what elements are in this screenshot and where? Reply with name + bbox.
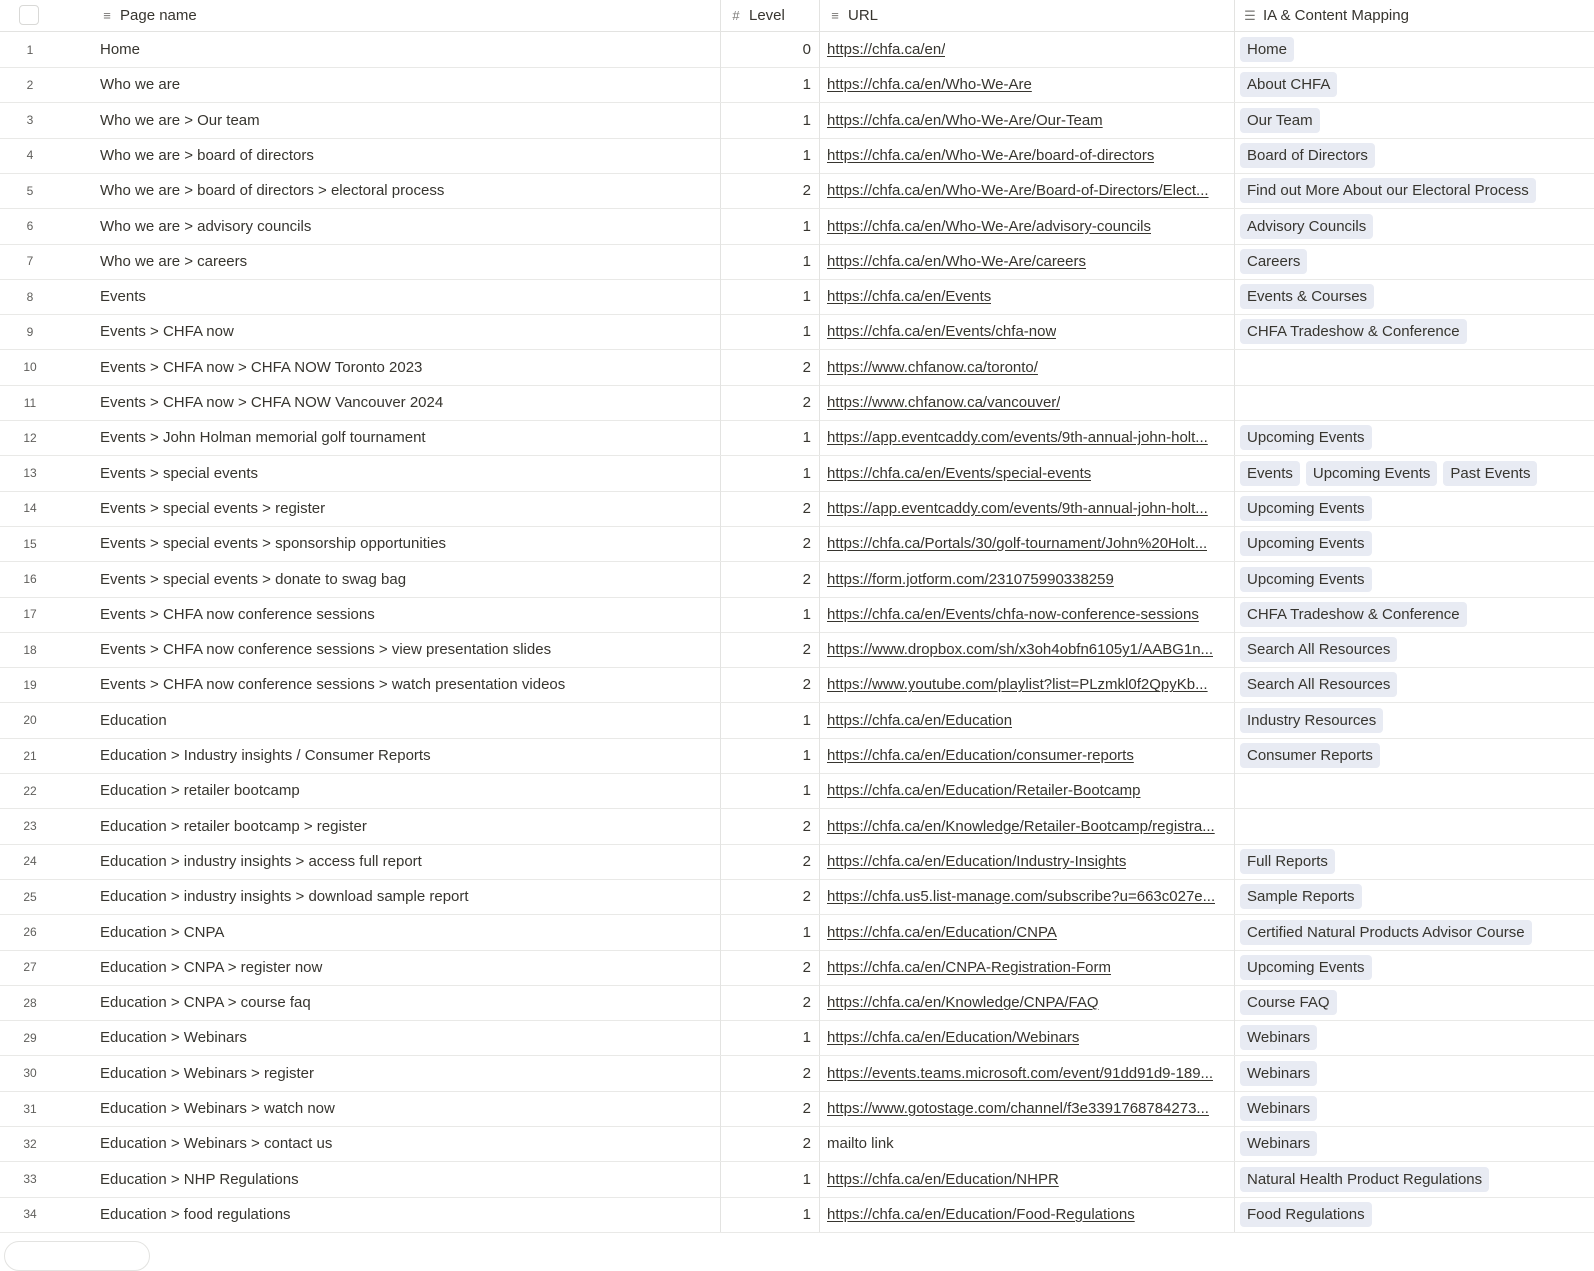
url-link[interactable]: https://chfa.ca/en/Education/Webinars: [827, 1029, 1080, 1047]
column-header-label: Page name: [120, 7, 197, 24]
url-cell[interactable]: [819, 809, 1234, 844]
ia-tag: Webinars: [1240, 1096, 1317, 1121]
url-link[interactable]: https://chfa.ca/en/Education: [827, 711, 1013, 729]
page-name-cell[interactable]: Education > NHP Regulations: [100, 1170, 299, 1188]
page-name-cell[interactable]: Education > retailer bootcamp > register: [100, 817, 367, 835]
url-cell[interactable]: [819, 456, 1234, 491]
page-name-cell[interactable]: Who we are > careers: [100, 252, 248, 270]
page-name-cell[interactable]: Home: [100, 41, 141, 58]
url-link[interactable]: https://chfa.ca/en/CNPA-Registration-Form: [827, 958, 1111, 976]
ia-mapping-cell[interactable]: [1234, 667, 1594, 702]
url-link[interactable]: https://chfa.ca/Portals/30/golf-tournament/John%20Holt...: [827, 535, 1208, 553]
table-row[interactable]: [0, 1091, 1594, 1127]
level-cell[interactable]: 2: [720, 667, 819, 702]
ia-tag: Webinars: [1240, 1025, 1317, 1050]
page-name-cell[interactable]: Events > CHFA now: [100, 323, 234, 341]
ia-mapping-cell[interactable]: [1234, 985, 1594, 1020]
ia-tag: Consumer Reports: [1240, 743, 1380, 768]
url-cell[interactable]: [819, 420, 1234, 455]
table-row[interactable]: [0, 67, 1594, 103]
url-cell[interactable]: [819, 279, 1234, 314]
table-row[interactable]: [0, 491, 1594, 527]
page-name-cell[interactable]: Events > special events > register: [100, 499, 326, 517]
add-row-button[interactable]: [4, 1241, 150, 1271]
ia-mapping-cell[interactable]: [1234, 279, 1594, 314]
ia-mapping-cell[interactable]: [1234, 526, 1594, 561]
level-cell[interactable]: 1: [720, 456, 819, 491]
url-cell[interactable]: [819, 314, 1234, 349]
ia-tag: Our Team: [1240, 108, 1320, 133]
table-row[interactable]: [0, 1197, 1594, 1233]
ia-mapping-cell[interactable]: [1234, 385, 1594, 420]
ia-tag: Upcoming Events: [1240, 955, 1372, 980]
url-link[interactable]: https://chfa.ca/en/Education/CNPA: [827, 923, 1057, 941]
url-cell[interactable]: [819, 1020, 1234, 1055]
row-number: 2: [26, 77, 34, 92]
ia-mapping-cell[interactable]: [1234, 32, 1594, 67]
table-row[interactable]: [0, 773, 1594, 809]
ia-mapping-cell[interactable]: [1234, 491, 1594, 526]
url-link[interactable]: https://chfa.ca/en/Events: [827, 288, 992, 306]
table-row[interactable]: [0, 1162, 1594, 1198]
url-cell[interactable]: [819, 597, 1234, 632]
ia-tag: Upcoming Events: [1306, 461, 1438, 486]
url-text: mailto link: [827, 1135, 894, 1153]
ia-tag: Industry Resources: [1240, 708, 1383, 733]
url-link[interactable]: https://www.chfanow.ca/vancouver/: [827, 394, 1061, 411]
table-row[interactable]: [0, 209, 1594, 245]
table-row[interactable]: [0, 456, 1594, 492]
row-number: 19: [23, 677, 37, 692]
ia-mapping-cell[interactable]: [1234, 1126, 1594, 1161]
url-link[interactable]: https://chfa.ca/en/Events/chfa-now-conference-sessions: [827, 605, 1199, 623]
page-name-cell[interactable]: Events > John Holman memorial golf tournament: [100, 429, 426, 447]
url-link[interactable]: https://chfa.ca/en/Who-We-Are/board-of-directors: [827, 146, 1155, 164]
row-number: 10: [23, 360, 37, 375]
row-number: 6: [26, 219, 34, 233]
row-number: 13: [23, 466, 37, 481]
row-number: 25: [23, 889, 37, 904]
ia-tag: Sample Reports: [1240, 884, 1362, 909]
table-row[interactable]: [0, 738, 1594, 774]
row-number: 20: [23, 713, 37, 728]
url-cell[interactable]: [819, 667, 1234, 702]
row-number: 30: [23, 1066, 37, 1081]
url-link[interactable]: https://chfa.ca/en/Education/NHPR: [827, 1170, 1059, 1188]
table-row[interactable]: [0, 632, 1594, 668]
row-number: 3: [26, 113, 34, 128]
row-number: 4: [26, 148, 34, 163]
table-row[interactable]: [0, 526, 1594, 562]
text-icon: ≡: [831, 8, 839, 23]
text-icon: ≡: [103, 8, 111, 23]
ia-mapping-cell[interactable]: [1234, 1091, 1594, 1126]
page-name-cell[interactable]: Education > Webinars > register: [100, 1064, 315, 1082]
column-header-label: URL: [848, 7, 879, 24]
ia-mapping-cell[interactable]: [1234, 809, 1594, 844]
ia-tag: CHFA Tradeshow & Conference: [1240, 602, 1467, 627]
ia-tag: Upcoming Events: [1240, 567, 1372, 592]
column-header-page-name[interactable]: [90, 0, 720, 31]
page-name-cell[interactable]: Events > special events > sponsorship opportunities: [100, 535, 447, 553]
ia-tag: About CHFA: [1240, 72, 1337, 97]
page-name-cell[interactable]: Education > food regulations: [100, 1205, 291, 1223]
page-name-cell[interactable]: Education > CNPA > course faq: [100, 994, 311, 1012]
page-name-cell[interactable]: Events > CHFA now > CHFA NOW Vancouver 2024: [100, 394, 444, 411]
url-cell[interactable]: [819, 350, 1234, 385]
header-select-cell: [0, 0, 90, 31]
level-cell[interactable]: 1: [720, 209, 819, 244]
url-link[interactable]: https://chfa.ca/en/Who-We-Are/Board-of-Directors/Elect...: [827, 182, 1209, 200]
level-cell[interactable]: 1: [720, 915, 819, 950]
ia-mapping-cell[interactable]: [1234, 950, 1594, 985]
level-cell[interactable]: 2: [720, 562, 819, 597]
ia-mapping-cell[interactable]: [1234, 173, 1594, 208]
ia-mapping-cell[interactable]: [1234, 773, 1594, 808]
ia-tag: Careers: [1240, 249, 1307, 274]
table-row[interactable]: [0, 562, 1594, 598]
ia-tag: Events & Courses: [1240, 284, 1374, 309]
table-row[interactable]: [0, 597, 1594, 633]
level-cell[interactable]: 2: [720, 385, 819, 420]
table-row[interactable]: [0, 879, 1594, 915]
row-number: 23: [23, 819, 37, 834]
url-cell[interactable]: [819, 138, 1234, 173]
url-link[interactable]: https://chfa.ca/en/Who-We-Are/advisory-councils: [827, 217, 1152, 235]
ia-tag: Natural Health Product Regulations: [1240, 1167, 1489, 1192]
ia-mapping-cell[interactable]: [1234, 632, 1594, 667]
url-cell[interactable]: [819, 1091, 1234, 1126]
row-number: 21: [23, 748, 37, 763]
level-cell[interactable]: 1: [720, 1162, 819, 1197]
url-cell[interactable]: [819, 1162, 1234, 1197]
level-cell[interactable]: 2: [720, 632, 819, 667]
url-cell[interactable]: [819, 738, 1234, 773]
table-row[interactable]: [0, 1056, 1594, 1092]
table-row[interactable]: [0, 103, 1594, 139]
url-cell[interactable]: [819, 562, 1234, 597]
url-cell[interactable]: [819, 385, 1234, 420]
url-cell[interactable]: [819, 985, 1234, 1020]
page-name-cell[interactable]: Education > industry insights > access full report: [100, 852, 422, 870]
row-number: 32: [23, 1136, 37, 1151]
row-number: 9: [26, 324, 34, 339]
level-cell[interactable]: 1: [720, 597, 819, 632]
ia-mapping-cell[interactable]: [1234, 562, 1594, 597]
ia-mapping-cell[interactable]: [1234, 103, 1594, 138]
level-cell[interactable]: 2: [720, 809, 819, 844]
row-number: 27: [23, 960, 37, 975]
url-link[interactable]: https://chfa.ca/en/Education/Retailer-Bootcamp: [827, 782, 1141, 800]
level-cell[interactable]: 0: [720, 32, 819, 67]
url-link[interactable]: https://chfa.ca/en/Education/Industry-Insights: [827, 852, 1127, 870]
level-cell[interactable]: 2: [720, 879, 819, 914]
page-name-cell[interactable]: Events > CHFA now conference sessions > watch presentation videos: [100, 676, 566, 694]
level-cell[interactable]: 2: [720, 1091, 819, 1126]
ia-mapping-cell[interactable]: [1234, 1020, 1594, 1055]
table-row[interactable]: [0, 314, 1594, 350]
url-cell[interactable]: [819, 1056, 1234, 1091]
page-name-cell[interactable]: Education > retailer bootcamp: [100, 782, 300, 800]
ia-tag: Course FAQ: [1240, 990, 1337, 1015]
page-name-cell[interactable]: Events: [100, 288, 146, 306]
url-link[interactable]: https://chfa.us5.list-manage.com/subscribe?u=663c027e...: [827, 888, 1216, 906]
row-number: 33: [23, 1172, 37, 1187]
page-name-cell[interactable]: Education > Industry insights / Consumer Reports: [100, 747, 431, 764]
row-number: 18: [23, 642, 37, 657]
ia-mapping-cell[interactable]: [1234, 244, 1594, 279]
table-row[interactable]: [0, 950, 1594, 986]
url-cell[interactable]: [819, 915, 1234, 950]
ia-mapping-cell[interactable]: [1234, 456, 1594, 491]
table-row[interactable]: [0, 173, 1594, 209]
page-name-cell[interactable]: Events > CHFA now > CHFA NOW Toronto 2023: [100, 358, 423, 376]
url-link[interactable]: https://app.eventcaddy.com/events/9th-annual-john-holt...: [827, 429, 1208, 447]
url-cell[interactable]: [819, 209, 1234, 244]
table-row[interactable]: [0, 350, 1594, 386]
url-link[interactable]: https://events.teams.microsoft.com/event/91dd91d9-189...: [827, 1064, 1214, 1082]
ia-tag: Webinars: [1240, 1061, 1317, 1086]
ia-mapping-cell[interactable]: [1234, 703, 1594, 738]
row-number: 34: [23, 1207, 37, 1222]
level-cell[interactable]: 1: [720, 703, 819, 738]
url-link[interactable]: https://www.chfanow.ca/toronto/: [827, 358, 1038, 376]
ia-mapping-cell[interactable]: [1234, 879, 1594, 914]
url-cell[interactable]: [819, 632, 1234, 667]
row-number: 28: [23, 995, 37, 1010]
table-row[interactable]: [0, 138, 1594, 174]
ia-mapping-cell[interactable]: [1234, 738, 1594, 773]
level-cell[interactable]: 1: [720, 420, 819, 455]
ia-tag: Search All Resources: [1240, 637, 1397, 662]
ia-mapping-cell[interactable]: [1234, 314, 1594, 349]
table-row[interactable]: [0, 809, 1594, 845]
page-name-cell[interactable]: Education > CNPA > register now: [100, 958, 323, 976]
table-row[interactable]: [0, 32, 1594, 68]
url-cell[interactable]: [819, 950, 1234, 985]
page-name-cell[interactable]: Who we are > board of directors > electoral process: [100, 182, 445, 200]
ia-tag: Events: [1240, 461, 1300, 486]
level-cell[interactable]: 1: [720, 279, 819, 314]
url-cell[interactable]: [819, 879, 1234, 914]
level-cell[interactable]: 2: [720, 173, 819, 208]
ia-tag: Upcoming Events: [1240, 425, 1372, 450]
url-link[interactable]: https://chfa.ca/en/: [827, 41, 946, 58]
level-cell[interactable]: 2: [720, 1126, 819, 1161]
table-row[interactable]: [0, 985, 1594, 1021]
url-link[interactable]: https://chfa.ca/en/Education/Food-Regulations: [827, 1205, 1135, 1223]
page-name-cell[interactable]: Who we are > Our team: [100, 111, 260, 129]
page-name-cell[interactable]: Education > Webinars > watch now: [100, 1100, 335, 1117]
table-row[interactable]: [0, 244, 1594, 280]
url-cell[interactable]: [819, 703, 1234, 738]
ia-mapping-cell[interactable]: [1234, 597, 1594, 632]
page-name-cell[interactable]: Education > Webinars: [100, 1029, 247, 1047]
page-name-cell[interactable]: Who we are > board of directors: [100, 146, 314, 164]
table-row[interactable]: [0, 1126, 1594, 1162]
url-link[interactable]: https://chfa.ca/en/Events/chfa-now: [827, 323, 1057, 341]
url-link[interactable]: https://chfa.ca/en/Who-We-Are/careers: [827, 252, 1086, 270]
row-number: 26: [23, 925, 37, 939]
table-row[interactable]: [0, 1020, 1594, 1056]
page-name-cell[interactable]: Events > CHFA now conference sessions: [100, 605, 375, 623]
page-name-cell[interactable]: Who we are > advisory councils: [100, 217, 312, 235]
url-link[interactable]: https://chfa.ca/en/Knowledge/Retailer-Bootcamp/registra...: [827, 817, 1215, 835]
level-cell[interactable]: 2: [720, 1056, 819, 1091]
column-header-ia-content-mapping[interactable]: [1234, 0, 1594, 31]
ia-tag: Certified Natural Products Advisor Course: [1240, 920, 1532, 945]
url-cell[interactable]: [819, 173, 1234, 208]
ia-tag: Upcoming Events: [1240, 496, 1372, 521]
url-link[interactable]: https://www.youtube.com/playlist?list=PLzmkl0f2QpyKb...: [827, 676, 1208, 694]
ia-tag: Past Events: [1443, 461, 1537, 486]
ia-tag: Board of Directors: [1240, 143, 1375, 168]
url-link[interactable]: https://chfa.ca/en/Events/special-events: [827, 464, 1092, 482]
url-cell[interactable]: [819, 1197, 1234, 1232]
row-number: 7: [26, 254, 34, 269]
column-header-label: Level: [749, 7, 785, 24]
level-cell[interactable]: 1: [720, 773, 819, 808]
table-row[interactable]: [0, 420, 1594, 456]
ia-mapping-cell[interactable]: [1234, 1056, 1594, 1091]
ia-tag: Find out More About our Electoral Process: [1240, 178, 1536, 203]
row-number: 31: [23, 1101, 37, 1116]
row-number: 17: [23, 607, 37, 622]
url-link[interactable]: https://chfa.ca/en/Who-We-Are/Our-Team: [827, 111, 1103, 129]
ia-mapping-cell[interactable]: [1234, 350, 1594, 385]
level-cell[interactable]: 2: [720, 526, 819, 561]
column-header-level[interactable]: [720, 0, 819, 31]
row-number: 14: [23, 501, 37, 516]
level-cell[interactable]: 1: [720, 67, 819, 102]
url-cell[interactable]: [819, 103, 1234, 138]
page-name-cell[interactable]: Education: [100, 711, 167, 729]
ia-mapping-cell[interactable]: [1234, 844, 1594, 879]
hash-icon: #: [732, 8, 740, 23]
page-name-cell[interactable]: Events > special events > donate to swag bag: [100, 570, 407, 588]
ia-mapping-cell[interactable]: [1234, 1162, 1594, 1197]
url-link[interactable]: https://chfa.ca/en/Education/consumer-reports: [827, 747, 1134, 764]
ia-tag: Full Reports: [1240, 849, 1335, 874]
row-number: 5: [26, 183, 34, 198]
url-cell[interactable]: [819, 773, 1234, 808]
column-header-label: IA & Content Mapping: [1263, 7, 1409, 24]
level-cell[interactable]: 1: [720, 314, 819, 349]
page-name-cell[interactable]: Who we are: [100, 76, 181, 94]
ia-tag: Webinars: [1240, 1131, 1317, 1156]
level-cell[interactable]: 2: [720, 350, 819, 385]
url-cell[interactable]: [819, 526, 1234, 561]
level-cell[interactable]: 2: [720, 491, 819, 526]
level-cell[interactable]: 1: [720, 103, 819, 138]
level-cell[interactable]: 2: [720, 950, 819, 985]
row-number: 16: [23, 572, 37, 586]
table-row[interactable]: [0, 703, 1594, 739]
ia-tag: Search All Resources: [1240, 672, 1397, 697]
url-link[interactable]: https://www.gotostage.com/channel/f3e3391768784273...: [827, 1100, 1209, 1117]
url-cell[interactable]: [819, 491, 1234, 526]
url-cell[interactable]: [819, 1126, 1234, 1161]
ia-mapping-cell[interactable]: [1234, 420, 1594, 455]
row-number: 22: [23, 783, 37, 798]
url-link[interactable]: https://form.jotform.com/231075990338259: [827, 570, 1114, 588]
ia-tag: Advisory Councils: [1240, 214, 1373, 239]
table-row[interactable]: [0, 915, 1594, 951]
page-name-cell[interactable]: Education > industry insights > download sample report: [100, 888, 469, 906]
level-cell[interactable]: 1: [720, 738, 819, 773]
row-number: 11: [23, 395, 37, 410]
row-number: 12: [23, 430, 37, 445]
level-cell[interactable]: 2: [720, 844, 819, 879]
ia-tag: CHFA Tradeshow & Conference: [1240, 319, 1467, 344]
level-cell[interactable]: 1: [720, 1020, 819, 1055]
ia-tag: Food Regulations: [1240, 1202, 1372, 1227]
url-cell[interactable]: [819, 67, 1234, 102]
row-number: 15: [23, 536, 37, 551]
url-link[interactable]: https://chfa.ca/en/Who-We-Are: [827, 76, 1032, 94]
level-cell[interactable]: 1: [720, 1197, 819, 1232]
row-number: 24: [23, 854, 37, 869]
ia-tag: Home: [1240, 37, 1294, 62]
level-cell[interactable]: 2: [720, 985, 819, 1020]
table-row[interactable]: [0, 667, 1594, 703]
level-cell[interactable]: 1: [720, 244, 819, 279]
ia-tag: Upcoming Events: [1240, 531, 1372, 556]
url-link[interactable]: https://www.dropbox.com/sh/x3oh4obfn6105y1/AABG1n...: [827, 641, 1214, 659]
url-link[interactable]: https://app.eventcaddy.com/events/9th-annual-john-holt...: [827, 499, 1208, 517]
page-name-cell[interactable]: Events > special events: [100, 464, 259, 482]
row-number: 29: [23, 1030, 37, 1045]
page-name-cell[interactable]: Education > CNPA: [100, 923, 225, 941]
ia-mapping-cell[interactable]: [1234, 915, 1594, 950]
row-number: 8: [26, 289, 34, 304]
table-row[interactable]: [0, 279, 1594, 315]
url-cell[interactable]: [819, 244, 1234, 279]
ia-mapping-cell[interactable]: [1234, 209, 1594, 244]
table-header: [0, 0, 1594, 32]
level-cell[interactable]: 1: [720, 138, 819, 173]
multi-select-icon: ☰: [1244, 7, 1256, 23]
ia-mapping-cell[interactable]: [1234, 138, 1594, 173]
url-link[interactable]: https://chfa.ca/en/Knowledge/CNPA/FAQ: [827, 994, 1099, 1012]
column-header-url[interactable]: [819, 0, 1234, 31]
ia-mapping-cell[interactable]: [1234, 67, 1594, 102]
page-name-cell[interactable]: Events > CHFA now conference sessions > view presentation slides: [100, 641, 552, 659]
select-all-checkbox[interactable]: [19, 5, 39, 25]
page-name-cell[interactable]: Education > Webinars > contact us: [100, 1135, 333, 1153]
url-cell[interactable]: [819, 844, 1234, 879]
ia-mapping-cell[interactable]: [1234, 1197, 1594, 1232]
url-cell[interactable]: [819, 32, 1234, 67]
table-row[interactable]: [0, 385, 1594, 421]
table-row[interactable]: [0, 844, 1594, 880]
row-number: 1: [26, 42, 34, 57]
